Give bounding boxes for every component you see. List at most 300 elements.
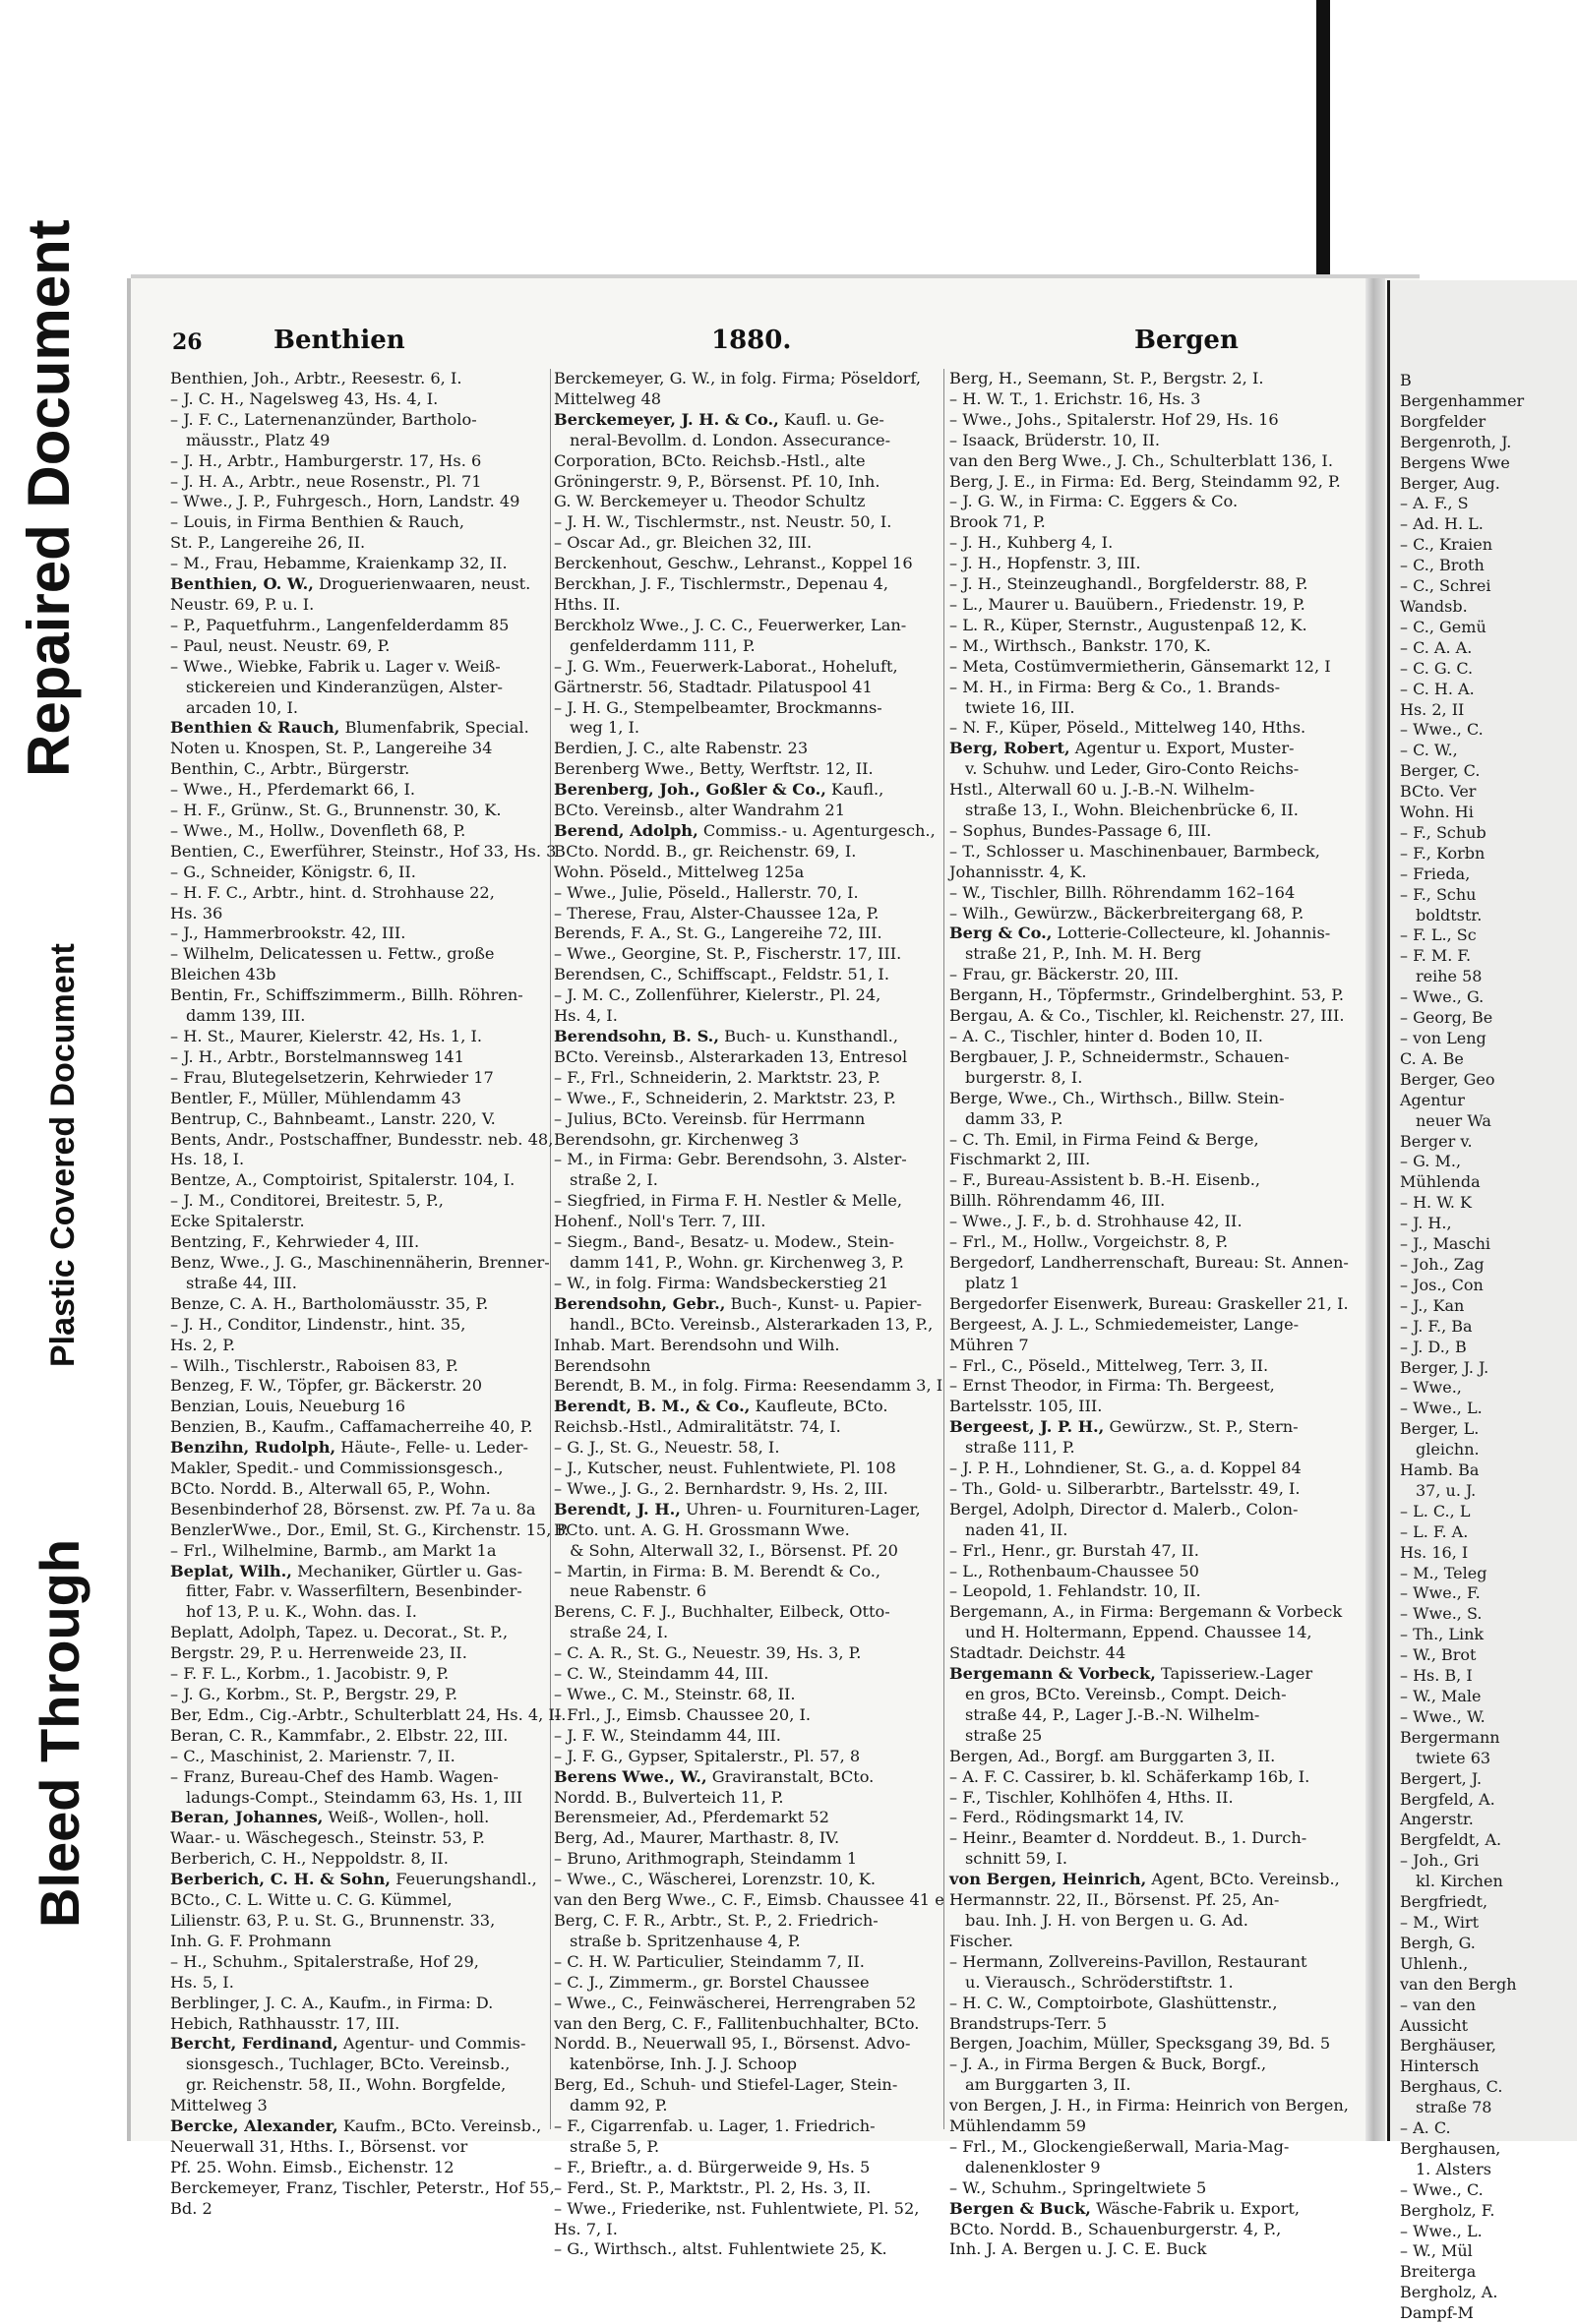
- directory-line: – H. W. K: [1400, 1193, 1472, 1213]
- directory-line: – Joh., Gri: [1400, 1851, 1480, 1871]
- directory-line: Hs. 36: [170, 903, 223, 923]
- directory-line: Uhlenh.,: [1400, 1953, 1469, 1973]
- directory-line: Berendt, J. H., Uhren- u. Fournituren-Lager,: [554, 1499, 921, 1519]
- directory-line: Benthien, Joh., Arbtr., Reesestr. 6, I.: [170, 369, 462, 387]
- directory-line: van den Bergh: [1400, 1974, 1517, 1994]
- directory-column-2: [554, 369, 959, 2260]
- directory-line: van den Berg Wwe., J. Ch., Schulterblatt 136, I.: [949, 450, 1333, 470]
- directory-line: – F. F. L., Korbm., 1. Jacobistr. 9, P.: [170, 1664, 450, 1684]
- directory-line: – Wwe., C.: [1400, 720, 1484, 740]
- directory-line: – Siegm., Band-, Besatz- u. Modew., Stein-: [554, 1232, 895, 1252]
- directory-line: Bergfeldt, A.: [1400, 1830, 1502, 1850]
- directory-line: – Wwe., Friederike, nst. Fuhlentwiete, Pl. 52,: [554, 2198, 920, 2218]
- directory-line: – A. F., S: [1400, 494, 1469, 513]
- directory-line: Inh. J. A. Bergen u. J. C. E. Buck: [949, 2239, 1207, 2259]
- directory-line: Wohn. Pöseld., Mittelweg 125a: [554, 862, 805, 881]
- directory-line: – H. F. C., Arbtr., hint. d. Strohhause 22,: [170, 882, 495, 902]
- directory-line: katenbörse, Inh. J. J. Schoop: [570, 2055, 798, 2074]
- directory-line: arcaden 10, I.: [186, 697, 299, 717]
- directory-line: Bentler, F., Müller, Mühlendamm 43: [170, 1088, 461, 1107]
- directory-line: Berckholz Wwe., J. C. C., Feuerwerker, Lan-: [554, 615, 907, 634]
- directory-line: – M., in Firma: Gebr. Berendsohn, 3. Alster-: [554, 1150, 907, 1169]
- directory-line: – Franz, Bureau-Chef des Hamb. Wagen-: [170, 1766, 499, 1786]
- directory-line: – F. L., Sc: [1400, 925, 1477, 945]
- directory-line: Bergfeld, A.: [1400, 1789, 1495, 1809]
- directory-line: Gröningerstr. 9, P., Börsenst. Pf. 10, Inh.: [554, 471, 880, 491]
- directory-line: – Frau, gr. Bäckerstr. 20, III.: [949, 965, 1180, 984]
- directory-line: Bentrup, C., Bahnbeamt., Lanstr. 220, V.: [170, 1108, 496, 1128]
- directory-line: Bergenhammer: [1400, 390, 1525, 410]
- directory-line: Benzihn, Rudolph, Häute-, Felle- u. Leder-: [170, 1438, 528, 1458]
- directory-line: stickereien und Kinderanzügen, Alster-: [186, 677, 503, 696]
- directory-line: Hs. 5, I.: [170, 1972, 234, 1992]
- directory-line: – Wwe., J. G., 2. Bernhardstr. 9, Hs. 2, III.: [554, 1478, 888, 1498]
- directory-line: Berckemeyer, Franz, Tischler, Peterstr., Hof 55,: [170, 2177, 555, 2197]
- directory-line: – W., Brot: [1400, 1645, 1477, 1665]
- directory-line: – C. G. C.: [1400, 658, 1474, 678]
- directory-line: twiete 16, III.: [965, 697, 1075, 717]
- directory-line: Bergemann & Vorbeck, Tapisseriew.-Lager: [949, 1664, 1313, 1684]
- directory-line: – Frl., C., Pöseld., Mittelweg, Terr. 3, II.: [949, 1355, 1269, 1375]
- directory-line: – J. C. H., Nagelsweg 43, Hs. 4, I.: [170, 388, 439, 408]
- directory-line: mäusstr., Platz 49: [186, 430, 331, 449]
- directory-line: Bergeest, J. P. H., Gewürzw., St. P., Stern-: [949, 1417, 1299, 1437]
- directory-line: – Louis, in Firma Benthien & Rauch,: [170, 512, 464, 532]
- directory-column-4: [1400, 371, 1577, 2324]
- directory-line: Inhab. Mart. Berendsohn und Wilh.: [554, 1335, 840, 1354]
- directory-line: – Frau, Blutegelsetzerin, Kehrwieder 17: [170, 1067, 494, 1087]
- directory-line: – H. C. W., Comptoirbote, Glashüttenstr.,: [949, 1993, 1278, 2012]
- directory-line: straße 2, I.: [570, 1170, 658, 1190]
- directory-line: genfelderdamm 111, P.: [570, 635, 756, 655]
- directory-line: – F., Cigarrenfab. u. Lager, 1. Friedrich-: [554, 2116, 876, 2136]
- directory-line: v. Schuhw. und Leder, Giro-Conto Reichs-: [965, 759, 1300, 779]
- directory-line: Bergh, G.: [1400, 1933, 1476, 1952]
- directory-line: Neuerwall 31, Hths. I., Börsenst. vor: [170, 2136, 468, 2156]
- directory-line: – W., in folg. Firma: Wandsbeckerstieg 21: [554, 1273, 889, 1292]
- directory-line: Dampf-M: [1400, 2303, 1474, 2323]
- directory-line: – C. A. A.: [1400, 637, 1473, 657]
- directory-line: von Bergen, J. H., in Firma: Heinrich von Bergen,: [949, 2096, 1349, 2115]
- directory-line: Bergstr. 29, P. u. Herrenweide 23, II.: [170, 1643, 467, 1663]
- directory-line: Berghaus, C.: [1400, 2077, 1503, 2097]
- directory-line: – L. C., L: [1400, 1501, 1471, 1520]
- directory-line: G. W. Berckemeyer u. Theodor Schultz: [554, 492, 866, 511]
- directory-line: Berenberg Wwe., Betty, Werftstr. 12, II.: [554, 759, 874, 779]
- directory-line: – N. F., Küper, Pöseld., Mittelweg 140, Hths.: [949, 718, 1306, 738]
- directory-line: – Sophus, Bundes-Passage 6, III.: [949, 820, 1212, 840]
- directory-line: BenzlerWwe., Dor., Emil, St. G., Kirchenstr. 15, P.: [170, 1520, 570, 1539]
- directory-line: damm 92, P.: [570, 2096, 668, 2115]
- directory-line: – J. G., Korbm., St. P., Bergstr. 29, P.: [170, 1685, 458, 1703]
- directory-line: Bergens Wwe: [1400, 452, 1510, 472]
- directory-line: – Therese, Frau, Alster-Chaussee 12a, P.: [554, 903, 879, 923]
- directory-line: – Siegfried, in Firma F. H. Nestler & Melle,: [554, 1191, 903, 1211]
- directory-line: – C. H. A.: [1400, 679, 1475, 698]
- directory-line: BCto., C. L. Witte u. C. G. Kümmel,: [170, 1890, 453, 1910]
- directory-line: Nordd. B., Neuerwall 95, I., Börsenst. Advo-: [554, 2034, 911, 2054]
- directory-line: – Wwe., Johs., Spitalerstr. Hof 29, Hs. 16: [949, 409, 1279, 429]
- directory-line: – C. Th. Emil, in Firma Feind & Berge,: [949, 1129, 1259, 1149]
- directory-line: Benze, C. A. H., Bartholomäusstr. 35, P.: [170, 1293, 489, 1313]
- plastic-covered-document-label: Plastic Covered Document: [44, 943, 82, 1367]
- directory-line: – J. H., Hopfenstr. 3, III.: [949, 554, 1141, 573]
- directory-line: – Wwe., L.: [1400, 2221, 1483, 2240]
- directory-line: Hermannstr. 22, II., Börsenst. Pf. 25, An-: [949, 1890, 1280, 1910]
- directory-line: – J. H., Kuhberg 4, I.: [949, 533, 1114, 553]
- directory-line: – C., Gemü: [1400, 617, 1486, 636]
- directory-line: Berckenhout, Geschw., Lehranst., Koppel 16: [554, 554, 913, 573]
- directory-line: – Wwe., Wiebke, Fabrik u. Lager v. Weiß-: [170, 656, 501, 676]
- directory-line: – J. H.,: [1400, 1214, 1452, 1233]
- directory-line: – Wilhelm, Delicatessen u. Fettw., große: [170, 944, 495, 964]
- directory-line: Bergenroth, J.: [1400, 432, 1512, 451]
- directory-line: Berendsohn, gr. Kirchenweg 3: [554, 1129, 800, 1149]
- directory-line: Berends, F. A., St. G., Langereihe 72, III.: [554, 924, 882, 943]
- directory-line: Hintersch: [1400, 2056, 1480, 2076]
- directory-line: Benthien & Rauch, Blumenfabrik, Special.: [170, 718, 529, 738]
- directory-line: Hs. 18, I.: [170, 1150, 245, 1169]
- directory-line: Angerstr.: [1400, 1810, 1474, 1829]
- adjacent-page-fragment: [1387, 280, 1577, 2323]
- directory-line: – H., Schuhm., Spitalerstraße, Hof 29,: [170, 1951, 479, 1971]
- directory-line: Hs. 16, I: [1400, 1542, 1469, 1562]
- directory-line: & Sohn, Alterwall 32, I., Börsenst. Pf. 20: [570, 1540, 898, 1560]
- directory-line: – J. H. W., Tischlermstr., nst. Neustr. 50, I.: [554, 512, 892, 532]
- directory-line: – F., Tischler, Kohlhöfen 4, Hths. II.: [949, 1787, 1234, 1807]
- directory-line: – Wwe., C. M., Steinstr. 68, II.: [554, 1685, 796, 1703]
- directory-line: Berendt, B. M., in folg. Firma: Reesendamm 3, I: [554, 1376, 943, 1396]
- directory-line: – J., Maschi: [1400, 1234, 1491, 1254]
- directory-line: Bergeest, A. J. L., Schmiedemeister, Lange-: [949, 1314, 1300, 1334]
- directory-line: Berger, Geo: [1400, 1069, 1495, 1089]
- directory-line: – G., Schneider, Königstr. 6, II.: [170, 862, 416, 881]
- directory-line: Berg, Ad., Maurer, Marthastr. 8, IV.: [554, 1828, 840, 1848]
- directory-line: – J. M., Conditorei, Breitestr. 5, P.,: [170, 1191, 444, 1211]
- directory-line: – M., Wirt: [1400, 1912, 1480, 1932]
- directory-line: Benzien, B., Kaufm., Caffamacherreihe 40, P.: [170, 1417, 533, 1437]
- directory-line: straße 78: [1416, 2098, 1492, 2117]
- directory-line: Berger v.: [1400, 1131, 1473, 1151]
- directory-line: BCto. Nordd. B., Schauenburgerstr. 4, P.,: [949, 2219, 1282, 2238]
- directory-line: Berberich, C. H. & Sohn, Feuerungshandl.,: [170, 1870, 537, 1889]
- directory-line: Wandsb.: [1400, 596, 1468, 616]
- directory-line: Nordd. B., Bulverteich 11, P.: [554, 1787, 784, 1807]
- directory-line: – Th., Gold- u. Silberarbtr., Bartelsstr. 49, I.: [949, 1478, 1301, 1498]
- directory-line: – F., Frl., Schneiderin, 2. Marktstr. 23, P.: [554, 1067, 880, 1087]
- directory-line: Hs. 2, II: [1400, 699, 1465, 719]
- directory-line: – C. H. W. Particulier, Steindamm 7, II.: [554, 1951, 865, 1971]
- directory-line: Bergemann, A., in Firma: Bergemann & Vorbeck: [949, 1602, 1343, 1622]
- directory-line: Corporation, BCto. Reichsb.-Hstl., alte: [554, 450, 866, 470]
- directory-line: Berger, J. J.: [1400, 1357, 1489, 1377]
- directory-line: – Hermann, Zollvereins-Pavillon, Restaurant: [949, 1951, 1307, 1971]
- directory-line: Gärtnerstr. 56, Stadtadr. Pilatuspool 41: [554, 677, 873, 696]
- directory-line: – W., Mül: [1400, 2241, 1473, 2261]
- directory-line: dalenenkloster 9: [965, 2157, 1101, 2176]
- directory-line: Hohenf., Noll's Terr. 7, III.: [554, 1212, 766, 1231]
- directory-line: Bergfriedt,: [1400, 1892, 1488, 1912]
- directory-line: van den Berg, C. F., Fallitenbuchhalter, BCto.: [554, 2013, 920, 2033]
- directory-line: Benz, Wwe., J. G., Maschinennäherin, Brenner-: [170, 1252, 550, 1272]
- directory-line: Berblinger, J. C. A., Kaufm., in Firma: D.: [170, 1993, 494, 2012]
- directory-line: Breiterga: [1400, 2262, 1477, 2282]
- directory-line: Bergau, A. & Co., Tischler, kl. Reichenstr. 27, III.: [949, 1006, 1345, 1026]
- directory-line: Mittelweg 3: [170, 2096, 268, 2115]
- year-heading: 1880.: [711, 326, 792, 355]
- directory-line: Berg, H., Seemann, St. P., Bergstr. 2, I.: [949, 369, 1264, 387]
- directory-line: straße 24, I.: [570, 1623, 669, 1642]
- directory-line: neuer Wa: [1416, 1110, 1491, 1130]
- directory-line: – Bruno, Arithmograph, Steindamm 1: [554, 1849, 858, 1869]
- directory-line: – Georg, Be: [1400, 1008, 1493, 1028]
- directory-line: – C. W.,: [1400, 741, 1458, 760]
- directory-line: Brook 71, P.: [949, 512, 1046, 532]
- directory-line: Hamb. Ba: [1400, 1460, 1480, 1480]
- directory-line: sionsgesch., Tuchlager, BCto. Vereinsb.,: [186, 2055, 511, 2074]
- directory-line: Ecke Spitalerstr.: [170, 1212, 305, 1231]
- directory-line: Stadtadr. Deichstr. 44: [949, 1643, 1126, 1663]
- directory-line: Inh. G. F. Prohmann: [170, 1931, 332, 1950]
- directory-line: – Frl., M., Hollw., Vorgeichstr. 8, P.: [949, 1232, 1229, 1252]
- directory-line: – A. C., Tischler, hinter d. Boden 10, II.: [949, 1027, 1263, 1045]
- directory-line: Bergbauer, J. P., Schneidermstr., Schauen-: [949, 1046, 1290, 1066]
- directory-line: Benthin, C., Arbtr., Bürgerstr.: [170, 759, 410, 779]
- directory-line: – W., Tischler, Billh. Röhrendamm 162–164: [949, 882, 1296, 902]
- left-running-head: Benthien: [273, 326, 405, 355]
- directory-line: BCto. Vereinsb., alter Wandrahm 21: [554, 801, 846, 820]
- directory-line: – J. D., B: [1400, 1337, 1467, 1356]
- directory-line: – C., Maschinist, 2. Marienstr. 7, II.: [170, 1746, 455, 1765]
- directory-line: neral-Bevollm. d. London. Assecurance-: [570, 430, 891, 449]
- directory-line: Berg, Ed., Schuh- und Stiefel-Lager, Stein-: [554, 2075, 898, 2095]
- right-running-head: Bergen: [1134, 326, 1239, 355]
- directory-line: Neustr. 69, P. u. I.: [170, 594, 315, 614]
- directory-line: Bergen, Ad., Borgf. am Burggarten 3, II.: [949, 1746, 1276, 1765]
- directory-line: straße 13, I., Wohn. Bleichenbrücke 6, II.: [965, 801, 1299, 820]
- directory-line: Berg, C. F. R., Arbtr., St. P., 2. Friedrich-: [554, 1910, 879, 1930]
- directory-line: damm 139, III.: [186, 1006, 306, 1026]
- directory-line: – Wwe., C.: [1400, 2179, 1484, 2199]
- directory-line: – M., Frau, Hebamme, Kraienkamp 32, II.: [170, 554, 508, 573]
- directory-line: straße 21, P., Inh. M. H. Berg: [965, 944, 1202, 964]
- directory-line: straße 44, III.: [186, 1273, 297, 1292]
- directory-line: – J. F. C., Laternenanzünder, Bartholo-: [170, 409, 477, 429]
- directory-line: und H. Holtermann, Eppend. Chaussee 14,: [965, 1623, 1312, 1642]
- directory-line: Berenberg, Joh., Goßler & Co., Kaufl.,: [554, 780, 884, 800]
- directory-line: Berghausen,: [1400, 2138, 1501, 2158]
- directory-line: Mühlenda: [1400, 1172, 1481, 1192]
- directory-line: Bergel, Adolph, Director d. Malerb., Colon-: [949, 1499, 1299, 1519]
- directory-line: Bercht, Ferdinand, Agentur- und Commis-: [170, 2034, 526, 2054]
- directory-line: – F., Schub: [1400, 822, 1486, 842]
- directory-line: Benzian, Louis, Neueburg 16: [170, 1397, 406, 1416]
- directory-line: Bergermann: [1400, 1727, 1500, 1747]
- directory-line: – M., Wirthsch., Bankstr. 170, K.: [949, 635, 1211, 655]
- directory-line: Bergen, Joachim, Müller, Specksgang 39, Bd. 5: [949, 2034, 1331, 2054]
- directory-line: – Frl., J., Eimsb. Chaussee 20, I.: [554, 1704, 812, 1724]
- directory-line: – Wwe., Julie, Pöseld., Hallerstr. 70, I.: [554, 882, 859, 902]
- directory-line: Bergholz, A.: [1400, 2283, 1498, 2302]
- directory-line: schnitt 59, I.: [965, 1849, 1067, 1869]
- directory-line: Bergholz, F.: [1400, 2200, 1495, 2220]
- directory-line: – J. H., Arbtr., Hamburgerstr. 17, Hs. 6: [170, 450, 482, 470]
- directory-line: – C., Kraien: [1400, 535, 1493, 555]
- directory-line: – Wwe., W.: [1400, 1706, 1486, 1726]
- directory-line: Berendsohn: [554, 1355, 651, 1375]
- bleed-through-label: Bleed Through: [29, 1538, 91, 1928]
- directory-line: – von Leng: [1400, 1029, 1486, 1047]
- directory-line: – H. F., Grünw., St. G., Brunnenstr. 30, K.: [170, 801, 502, 820]
- directory-line: hof 13, P. u. K., Wohn. das. I.: [186, 1602, 417, 1622]
- directory-line: Berckemeyer, G. W., in folg. Firma; Pöseldorf,: [554, 369, 921, 387]
- directory-line: Berendsohn, B. S., Buch- u. Kunsthandl.,: [554, 1027, 898, 1045]
- directory-line: – C. A. R., St. G., Neuestr. 39, Hs. 3, P.: [554, 1643, 862, 1663]
- directory-line: handl., BCto. Vereinsb., Alsterarkaden 13, P.,: [570, 1314, 934, 1334]
- directory-line: – Wilh., Gewürzw., Bäckerbreitergang 68, P.: [949, 903, 1304, 923]
- directory-line: weg 1, I.: [570, 718, 640, 738]
- directory-line: – L., Rothenbaum-Chaussee 50: [949, 1561, 1199, 1580]
- directory-line: – F., Korbn: [1400, 843, 1486, 863]
- directory-line: bau. Inh. J. H. von Bergen u. G. Ad.: [965, 1910, 1248, 1930]
- directory-line: boldtstr.: [1416, 905, 1483, 924]
- directory-line: Bergert, J.: [1400, 1768, 1483, 1788]
- directory-line: – J. H., Steinzeughandl., Borgfelderstr. 88, P.: [949, 574, 1308, 594]
- directory-line: Mühren 7: [949, 1335, 1029, 1354]
- directory-line: – Frieda,: [1400, 864, 1471, 883]
- directory-line: – L. R., Küper, Sternstr., Augustenpaß 12, K.: [949, 615, 1307, 634]
- directory-line: Bentzing, F., Kehrwieder 4, III.: [170, 1232, 420, 1252]
- directory-line: – F., Bureau-Assistent b. B.-H. Eisenb.,: [949, 1170, 1261, 1190]
- directory-line: Noten u. Knospen, St. P., Langereihe 34: [170, 739, 493, 758]
- directory-line: Berckhan, J. F., Tischlermstr., Depenau 4,: [554, 574, 888, 594]
- directory-line: Hs. 2, P.: [170, 1335, 236, 1354]
- directory-line: – J., Kan: [1400, 1295, 1465, 1315]
- directory-line: Berdien, J. C., alte Rabenstr. 23: [554, 739, 809, 758]
- directory-line: Berendt, B. M., & Co., Kaufleute, BCto.: [554, 1397, 888, 1416]
- directory-line: Waar.- u. Wäschegesch., Steinstr. 53, P.: [170, 1828, 485, 1848]
- directory-line: reihe 58: [1416, 967, 1483, 986]
- directory-line: – T., Schlosser u. Maschinenbauer, Barmbeck,: [949, 841, 1320, 861]
- directory-line: Bentze, A., Comptoirist, Spitalerstr. 104, I.: [170, 1170, 516, 1190]
- directory-line: – F. M. F.: [1400, 946, 1472, 966]
- directory-line: – Wwe., J. P., Fuhrgesch., Horn, Landstr. 49: [170, 492, 520, 511]
- directory-line: Brandstrups-Terr. 5: [949, 2013, 1108, 2033]
- directory-line: Beran, C. R., Kammfabr., 2. Elbstr. 22, III.: [170, 1725, 509, 1745]
- directory-line: – Wwe., C., Wäscherei, Lorenzstr. 10, K.: [554, 1870, 876, 1889]
- directory-line: Berger, L.: [1400, 1419, 1480, 1439]
- directory-line: – Hs. B, I: [1400, 1666, 1473, 1686]
- directory-line: – Wwe., F.: [1400, 1583, 1481, 1603]
- directory-column-3: [949, 369, 1355, 2260]
- directory-line: Bergann, H., Töpfermstr., Grindelberghint. 53, P.: [949, 985, 1344, 1005]
- directory-line: – A. F. C. Cassirer, b. kl. Schäferkamp 16b, I.: [949, 1766, 1310, 1786]
- directory-line: St. P., Langereihe 26, II.: [170, 533, 366, 553]
- directory-line: – Wwe., M., Hollw., Dovenfleth 68, P.: [170, 820, 466, 840]
- scanned-page: [131, 278, 1420, 2259]
- directory-line: Berendsen, C., Schiffscapt., Feldstr. 51, I.: [554, 965, 889, 984]
- directory-line: Berge, Wwe., Ch., Wirthsch., Billw. Stein-: [949, 1088, 1285, 1107]
- directory-line: – Wwe.,: [1400, 1378, 1462, 1398]
- directory-line: straße 44, P., Lager J.-B.-N. Wilhelm-: [965, 1704, 1260, 1724]
- directory-line: Benthien, O. W., Droguerienwaaren, neust.: [170, 574, 531, 594]
- directory-line: – J. A., in Firma Bergen & Buck, Borgf.,: [949, 2055, 1267, 2074]
- directory-line: van den Berg Wwe., C. F., Eimsb. Chaussee 41 e: [554, 1890, 944, 1910]
- directory-line: Beplatt, Adolph, Tapez. u. Decorat., St. P.,: [170, 1623, 509, 1642]
- directory-line: – M. H., in Firma: Berg & Co., 1. Brands-: [949, 677, 1281, 696]
- directory-line: 37, u. J.: [1416, 1480, 1477, 1500]
- directory-line: Bleichen 43b: [170, 965, 276, 984]
- directory-line: Bercke, Alexander, Kaufm., BCto. Vereinsb.,: [170, 2116, 542, 2136]
- directory-line: von Bergen, Heinrich, Agent, BCto. Vereinsb.,: [949, 1870, 1340, 1889]
- directory-line: – Wwe., Georgine, St. P., Fischerstr. 17, III.: [554, 944, 902, 964]
- directory-line: – Wwe., L.: [1400, 1399, 1483, 1418]
- directory-line: – Julius, BCto. Vereinsb. für Herrmann: [554, 1108, 866, 1128]
- directory-line: – Isaack, Brüderstr. 10, II.: [949, 430, 1161, 449]
- directory-line: burgerstr. 8, I.: [965, 1067, 1083, 1087]
- directory-line: Hths. II.: [554, 594, 621, 614]
- directory-line: fitter, Fabr. v. Wasserfiltern, Besenbinder-: [186, 1581, 522, 1601]
- directory-line: – Heinr., Beamter d. Norddeut. B., 1. Durch-: [949, 1828, 1307, 1848]
- directory-line: Bd. 2: [170, 2198, 212, 2218]
- directory-line: – Wwe., F., Schneiderin, 2. Marktstr. 23, P.: [554, 1088, 896, 1107]
- directory-line: – Wilh., Tischlerstr., Raboisen 83, P.: [170, 1355, 458, 1375]
- directory-line: Bentin, Fr., Schiffszimmerm., Billh. Röhren-: [170, 985, 523, 1005]
- directory-line: Bents, Andr., Postschaffner, Bundesstr. neb. 48,: [170, 1129, 554, 1149]
- directory-line: Beplat, Wilh., Mechaniker, Gürtler u. Gas-: [170, 1561, 522, 1580]
- directory-line: – Wwe., H., Pferdemarkt 66, I.: [170, 780, 416, 800]
- directory-line: – Frl., M., Glockengießerwall, Maria-Mag-: [949, 2136, 1290, 2156]
- directory-line: – Oscar Ad., gr. Bleichen 32, III.: [554, 533, 813, 553]
- directory-line: – van den: [1400, 1995, 1477, 2014]
- directory-line: – Wwe., C., Feinwäscherei, Herrengraben 52: [554, 1993, 917, 2012]
- directory-line: twiete 63: [1416, 1748, 1491, 1767]
- directory-line: Bentien, C., Ewerführer, Steinstr., Hof 33, Hs. 3: [170, 841, 557, 861]
- directory-line: u. Vierausch., Schröderstiftstr. 1.: [965, 1972, 1234, 1992]
- directory-column-1: [170, 369, 576, 2220]
- directory-line: am Burggarten 3, II.: [965, 2075, 1131, 2095]
- directory-line: Hs. 7, I.: [554, 2219, 618, 2238]
- directory-line: 1. Alsters: [1416, 2159, 1491, 2178]
- directory-line: – Th., Link: [1400, 1625, 1485, 1644]
- directory-line: Bergedorf, Landherrenschaft, Bureau: St. Annen-: [949, 1252, 1349, 1272]
- directory-line: Borgfelder: [1400, 411, 1486, 431]
- directory-line: – Paul, neust. Neustr. 69, P.: [170, 635, 391, 655]
- directory-line: – J. G. W., in Firma: C. Eggers & Co.: [949, 492, 1239, 511]
- directory-line: – G. J., St. G., Neuestr. 58, I.: [554, 1438, 780, 1458]
- directory-line: Pf. 25. Wohn. Eimsb., Eichenstr. 12: [170, 2157, 455, 2176]
- directory-line: Berckemeyer, J. H. & Co., Kaufl. u. Ge-: [554, 409, 884, 429]
- directory-line: platz 1: [965, 1273, 1020, 1292]
- directory-line: Berg, J. E., in Firma: Ed. Berg, Steindamm 92, P.: [949, 471, 1341, 491]
- directory-line: – J. F., Ba: [1400, 1316, 1473, 1336]
- directory-line: Berendsohn, Gebr., Buch-, Kunst- u. Papier-: [554, 1293, 922, 1313]
- directory-line: straße 111, P.: [965, 1438, 1075, 1458]
- directory-line: Berg & Co., Lotterie-Collecteure, kl. Johannis-: [949, 924, 1331, 943]
- directory-line: Mittelweg 48: [554, 388, 662, 408]
- directory-line: Berend, Adolph, Commiss.- u. Agenturgesch.,: [554, 820, 936, 840]
- directory-line: damm 141, P., Wohn. gr. Kirchenweg 3, P.: [570, 1252, 904, 1272]
- directory-line: – Ferd., Rödingsmarkt 14, IV.: [949, 1808, 1184, 1827]
- directory-line: BCto. Vereinsb., Alsterarkaden 13, Entresol: [554, 1046, 908, 1066]
- directory-line: – Frl., Wilhelmine, Barmb., am Markt 1a: [170, 1540, 497, 1560]
- directory-line: – J. H. A., Arbtr., neue Rosenstr., Pl. 71: [170, 471, 482, 491]
- directory-line: Reichsb.-Hstl., Admiralitätstr. 74, I.: [554, 1417, 841, 1437]
- directory-line: – Wwe., J. F., b. d. Strohhause 42, II.: [949, 1212, 1243, 1231]
- directory-line: – C., Broth: [1400, 556, 1485, 575]
- directory-line: – M., Teleg: [1400, 1563, 1487, 1582]
- directory-line: – Jos., Con: [1400, 1275, 1484, 1294]
